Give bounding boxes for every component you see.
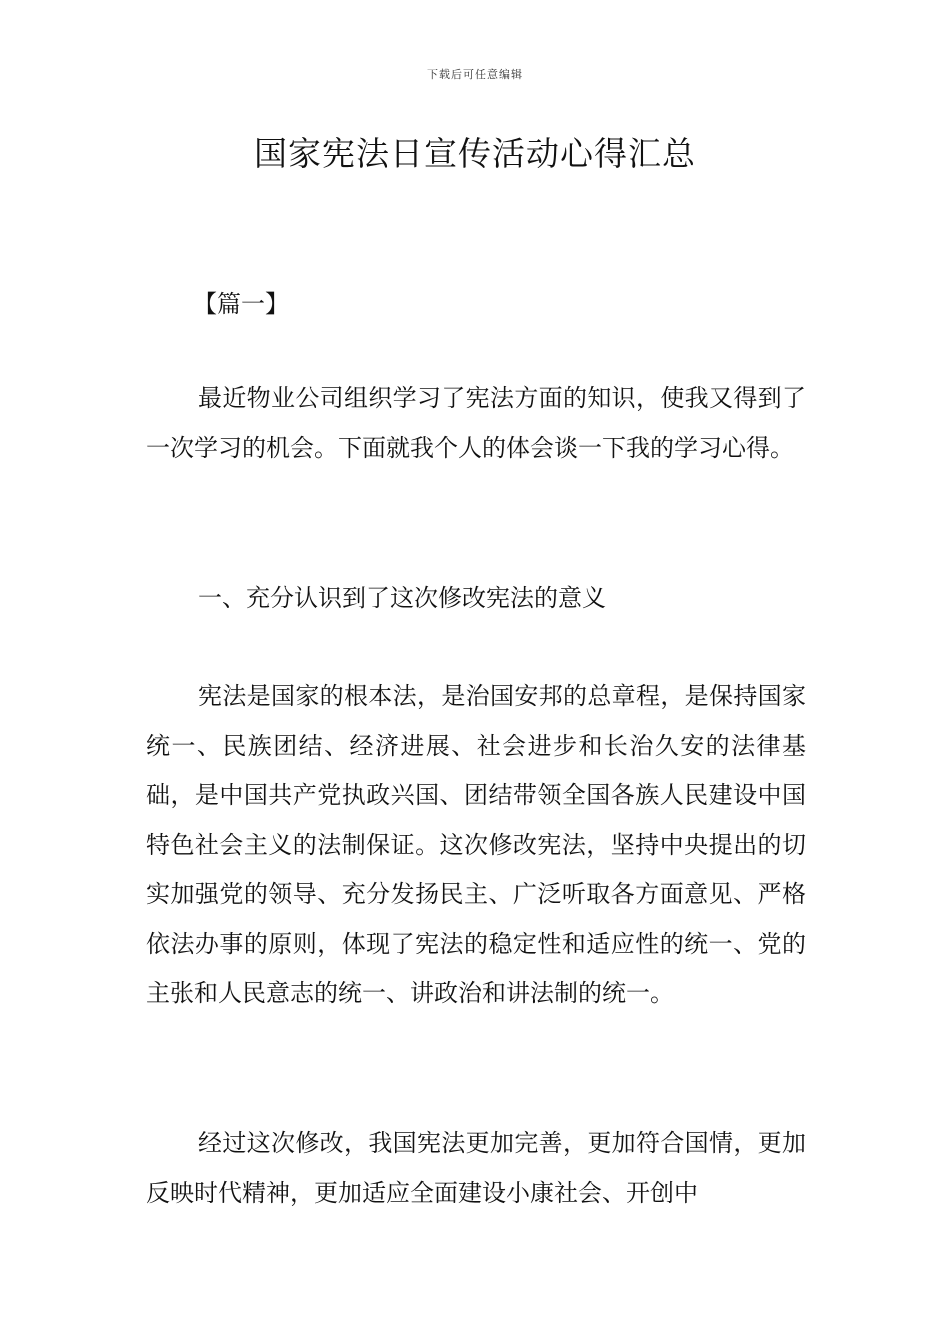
paragraph: 最近物业公司组织学习了宪法方面的知识，使我又得到了一次学习的机会。下面就我个人的体会谈一下我的学习心得。 [146, 384, 806, 462]
paragraph-4-block [146, 1119, 806, 1218]
paragraph: 宪法是国家的根本法，是治国安邦的总章程，是保持国家统一、民族团结、经济进展、社会进步和长治久安的法律基础，是中国共产党执政兴国、团结带领全国各族人民建设中国特色社会主义的法制保证。这次修改宪法，坚持中央提出的切实加强党的领导、充分发扬民主、广泛听取各方面意见、严格依法办事的原则，体现了宪法的稳定性和适应性的统一、党的主张和人民意志的统一、讲政治和讲法制的统一。 [146, 682, 806, 1007]
paragraph-3-block [146, 672, 806, 1019]
section-heading: 一、充分认识到了这次修改宪法的意义 [198, 584, 606, 612]
paragraph-2-block [146, 574, 806, 624]
section-label: 【篇一】 [193, 290, 289, 318]
paragraph: 经过这次修改，我国宪法更加完善，更加符合国情，更加反映时代精神，更加适应全面建设小康社会、开创中 [146, 1129, 806, 1207]
paragraph-1-block [146, 374, 806, 473]
header-note: 下载后可任意编辑 [427, 68, 523, 81]
document-title: 国家宪法日宣传活动心得汇总 [254, 134, 696, 173]
